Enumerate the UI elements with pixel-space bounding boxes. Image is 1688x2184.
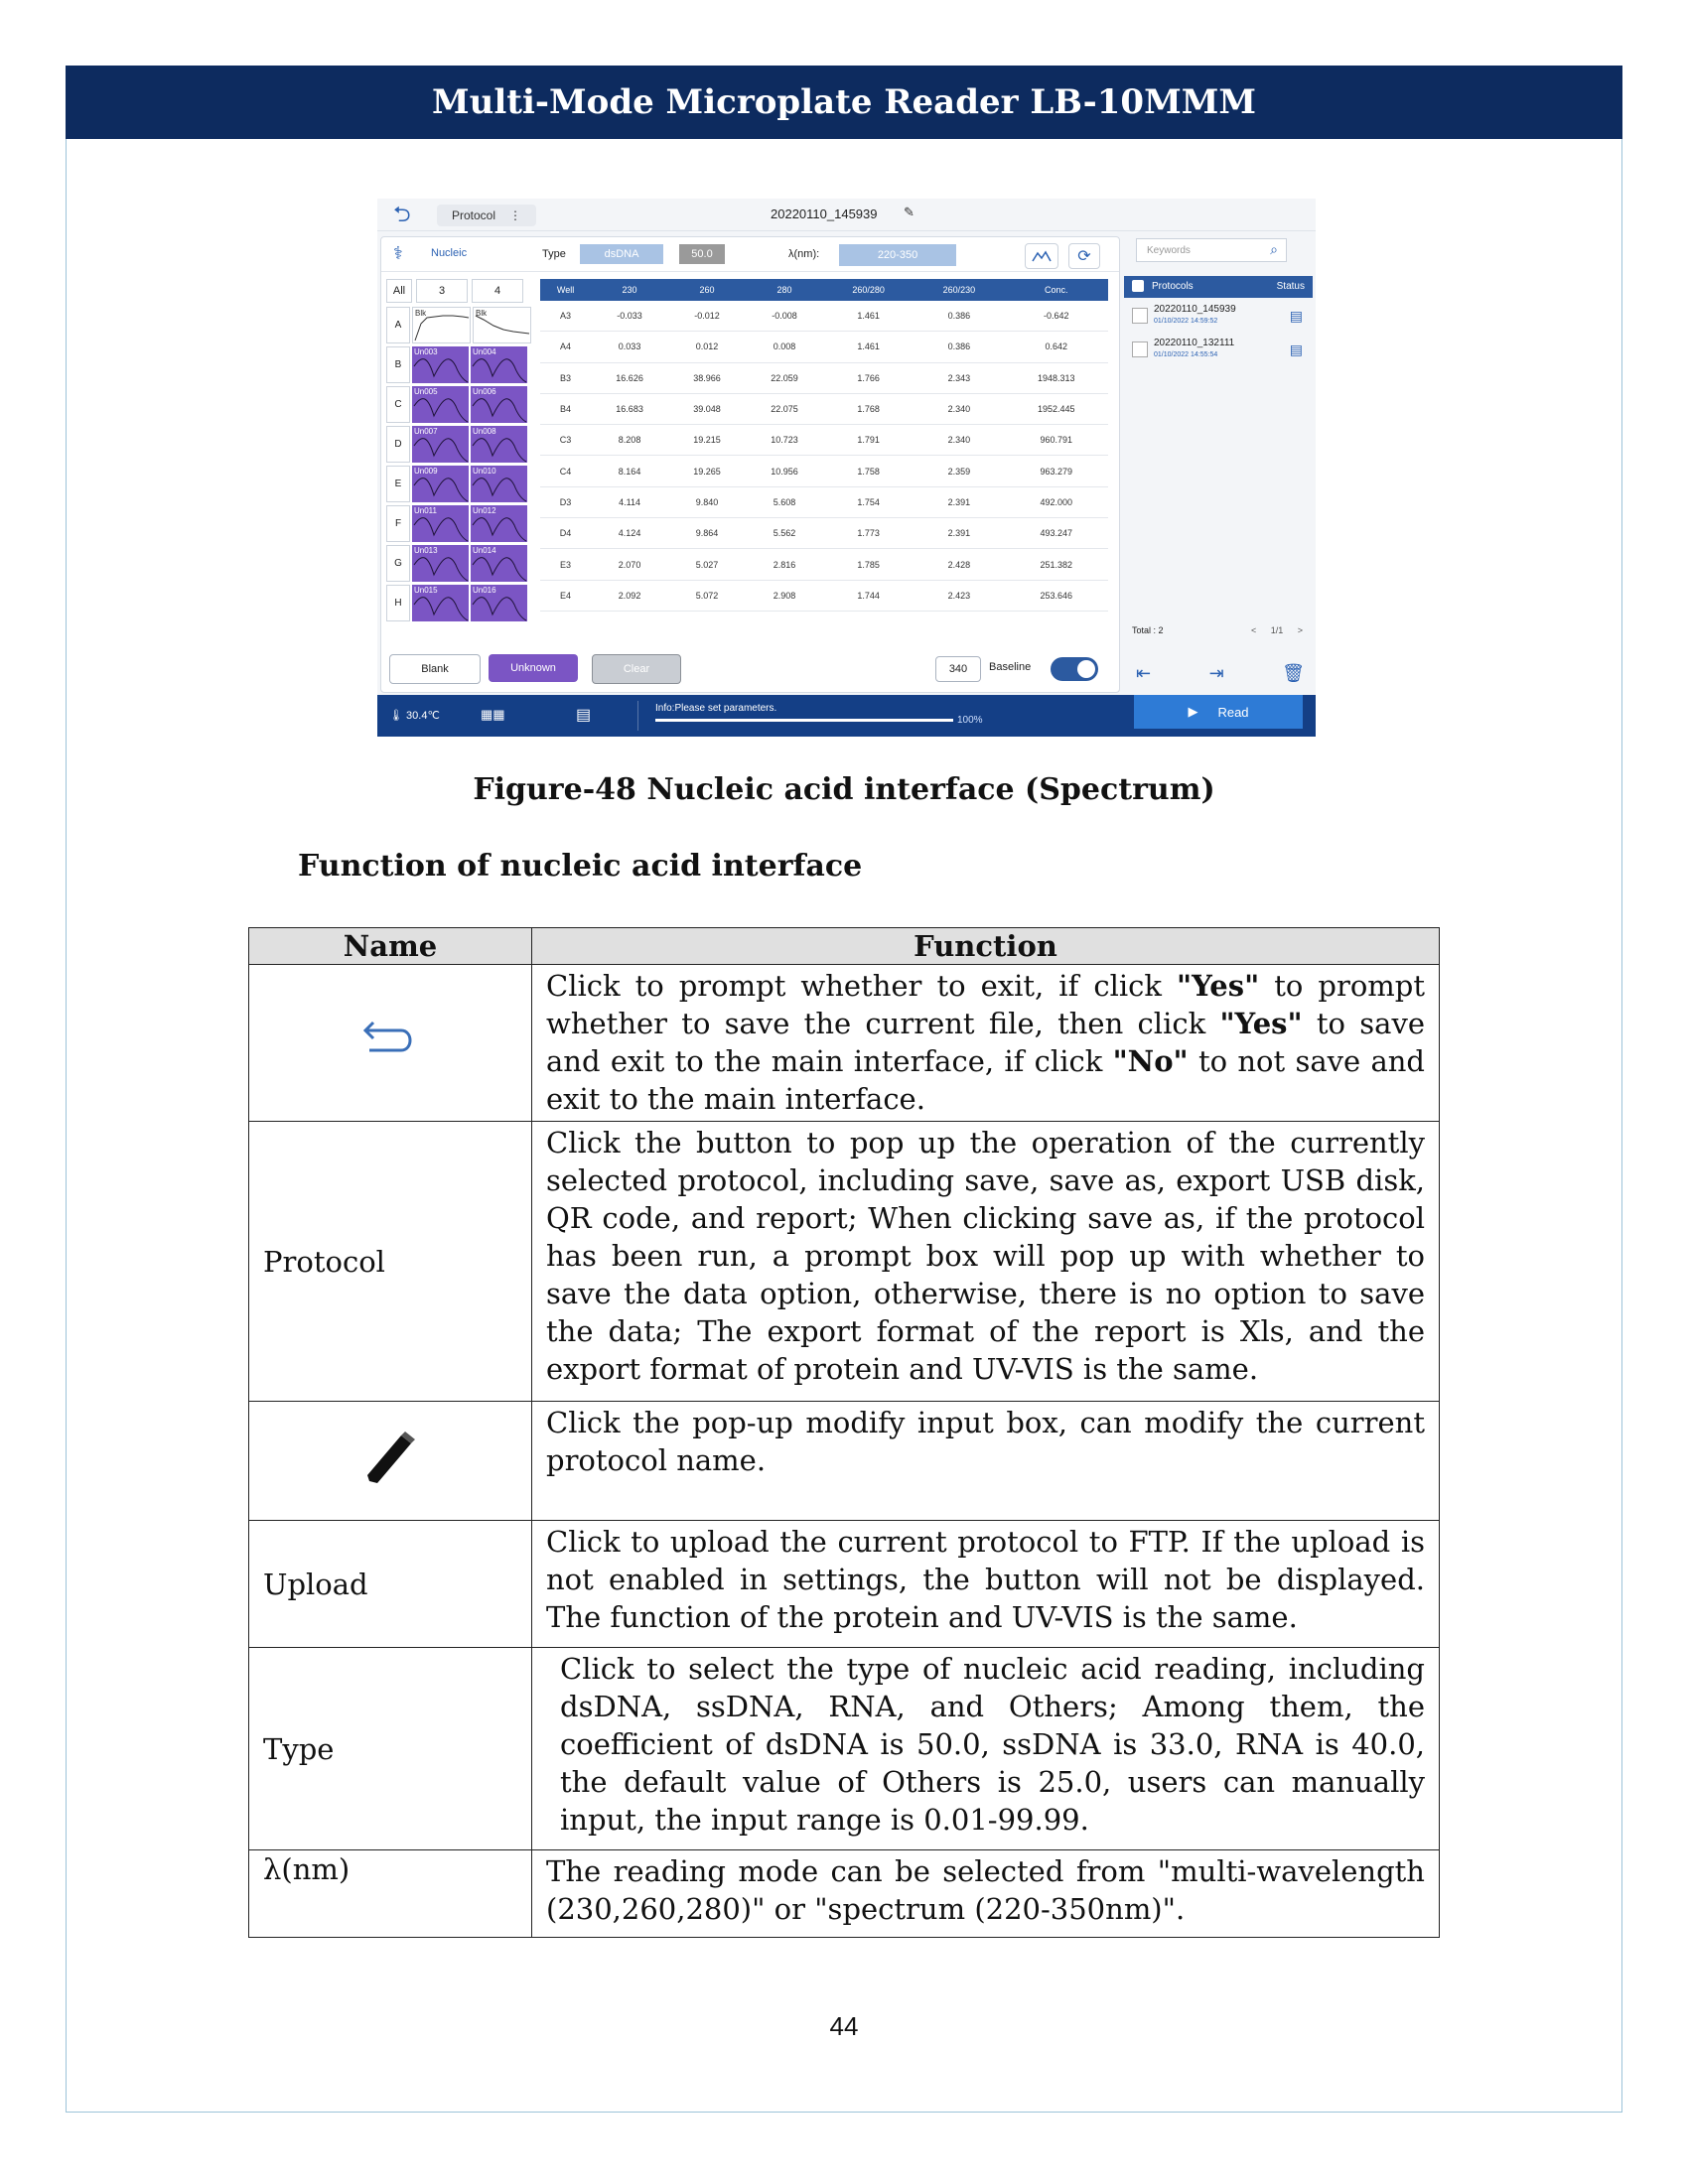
- table-cell: 2.816: [746, 549, 823, 580]
- table-cell: 9.840: [668, 486, 746, 517]
- section-title: Function of nucleic acid interface: [298, 849, 863, 884]
- well-label: Un011: [414, 506, 437, 515]
- progress-percent: 100%: [957, 715, 983, 726]
- table-cell: 2.359: [914, 456, 1004, 486]
- table-cell: 1.785: [823, 549, 914, 580]
- table-cell: -0.008: [746, 301, 823, 332]
- function-row: [249, 1122, 1440, 1402]
- table-row[interactable]: [540, 518, 1108, 549]
- table-cell: 0.386: [914, 332, 1004, 362]
- plate-column-3[interactable]: 3: [416, 279, 468, 303]
- table-cell: 39.048: [668, 393, 746, 424]
- table-cell: 8.164: [591, 456, 668, 486]
- unknown-button[interactable]: Unknown: [489, 654, 578, 682]
- table-cell: 0.008: [746, 332, 823, 362]
- well-label: Un005: [414, 387, 438, 396]
- table-cell: C3: [540, 425, 591, 456]
- plate-well[interactable]: [471, 426, 527, 463]
- protocol-button[interactable]: [437, 205, 536, 226]
- plate-row-label[interactable]: D: [386, 426, 410, 463]
- table-cell: 38.966: [668, 362, 746, 393]
- plate-icon[interactable]: ▦▦: [481, 707, 505, 722]
- spectrum-curve-icon: [412, 386, 469, 423]
- spectrum-curve-icon: [471, 426, 527, 463]
- table-cell: A4: [540, 332, 591, 362]
- table-cell: 16.626: [591, 362, 668, 393]
- table-cell: A3: [540, 301, 591, 332]
- temperature-readout: 🌡 30.4℃: [389, 710, 440, 722]
- protocol-name: 20220110_145939: [1154, 304, 1236, 315]
- table-cell: 251.382: [1005, 549, 1109, 580]
- protocol-list-header: [1124, 276, 1313, 298]
- table-cell: 1952.445: [1005, 393, 1109, 424]
- table-cell: 22.075: [746, 393, 823, 424]
- table-cell: 9.864: [668, 518, 746, 549]
- chart-icon: [1032, 249, 1052, 263]
- col-conc: Conc.: [1005, 279, 1109, 301]
- plate-row: [386, 545, 531, 582]
- dna-icon: ⚕: [393, 243, 403, 263]
- table-cell: C4: [540, 456, 591, 486]
- plate-well[interactable]: [412, 346, 469, 383]
- table-cell: 22.059: [746, 362, 823, 393]
- well-label: Un008: [473, 427, 496, 436]
- table-cell: 4.124: [591, 518, 668, 549]
- well-label: Un009: [414, 467, 438, 476]
- spectrum-chart-button[interactable]: [1025, 243, 1058, 269]
- baseline-label: Baseline: [989, 661, 1032, 673]
- table-cell: 2.340: [914, 393, 1004, 424]
- plate-row-label[interactable]: C: [386, 386, 410, 423]
- spectrum-curve-icon: [412, 585, 469, 621]
- table-cell: 0.012: [668, 332, 746, 362]
- table-row[interactable]: [540, 393, 1108, 424]
- spectrum-curve-icon: [471, 386, 527, 423]
- spectrum-curve-icon: [471, 505, 527, 542]
- spectrum-curve-icon: [412, 346, 469, 383]
- table-cell: 1.744: [823, 580, 914, 611]
- function-description: Click the pop-up modify input box, can modify the current protocol name.: [532, 1402, 1440, 1521]
- well-label: Un015: [414, 586, 438, 595]
- table-cell: 19.215: [668, 425, 746, 456]
- table-cell: 2.340: [914, 425, 1004, 456]
- table-cell: 1.768: [823, 393, 914, 424]
- plate-row: [386, 346, 531, 383]
- lambda-select[interactable]: 220-350: [839, 244, 956, 266]
- table-cell: 493.247: [1005, 518, 1109, 549]
- table-cell: 1.791: [823, 425, 914, 456]
- play-icon: ▶: [1188, 704, 1198, 719]
- plate-column-header: [386, 279, 523, 303]
- function-row: [249, 1402, 1440, 1521]
- protocol-checkbox[interactable]: [1132, 341, 1148, 357]
- function-description: Click to upload the current protocol to FTP. If the upload is not enabled in settings, the button will not be displayed. The function of the protein and UV-VIS is the same.: [532, 1521, 1440, 1648]
- emphasis-yes: "Yes": [1219, 1007, 1303, 1040]
- table-cell: 0.386: [914, 301, 1004, 332]
- emphasis-yes: "Yes": [1177, 969, 1260, 1003]
- function-name-cell: λ(nm): [249, 1850, 532, 1938]
- text-part: to prompt whether to save the current file, then click: [546, 969, 1425, 1040]
- table-cell: 2.391: [914, 518, 1004, 549]
- table-cell: 2.343: [914, 362, 1004, 393]
- table-cell: 5.072: [668, 580, 746, 611]
- back-arrow-icon[interactable]: ⮌: [393, 202, 411, 226]
- status-icon: ▤: [1289, 308, 1303, 324]
- table-cell: 963.279: [1005, 456, 1109, 486]
- function-description: Click to select the type of nucleic acid reading, including dsDNA, ssDNA, RNA, and Others; Among them, the coefficient of dsDNA is 50.0, ssDNA is 33.0, RNA is 40.0, the default value of Others is 25.0, users can manually input, the input range is 0.01-99.99.: [532, 1648, 1440, 1850]
- plate-row: [386, 466, 531, 502]
- spectrum-curve-icon: [471, 466, 527, 502]
- col-280: 280: [746, 279, 823, 301]
- figure-caption: Figure-48 Nucleic acid interface (Spectrum): [473, 772, 1215, 807]
- function-description: The reading mode can be selected from "multi-wavelength (230,260,280)" or "spectrum (220-350nm)".: [532, 1850, 1440, 1938]
- table-row[interactable]: [540, 425, 1108, 456]
- table-cell: 1.766: [823, 362, 914, 393]
- type-select[interactable]: dsDNA: [580, 244, 663, 264]
- table-cell: 5.562: [746, 518, 823, 549]
- well-label: Blk: [415, 309, 427, 318]
- spectrum-curve-icon: [471, 346, 527, 383]
- function-row: [249, 1521, 1440, 1648]
- table-row[interactable]: [540, 580, 1108, 611]
- function-name-cell: Protocol: [249, 1122, 532, 1402]
- wavelength-input[interactable]: 340: [935, 656, 981, 682]
- back-arrow-icon: [355, 1009, 425, 1068]
- well-label: Un012: [473, 506, 496, 515]
- plate-row: [386, 426, 531, 463]
- text-part: Click to prompt whether to exit, if click: [546, 969, 1178, 1003]
- pencil-icon: [355, 1422, 425, 1491]
- well-label: Un016: [473, 586, 496, 595]
- protocol-list-item[interactable]: [1124, 334, 1313, 367]
- tray-icon[interactable]: ▤: [576, 707, 592, 724]
- plate-well[interactable]: [412, 505, 469, 542]
- col-260-280: 260/280: [823, 279, 914, 301]
- delete-icon[interactable]: 🗑: [1282, 663, 1305, 683]
- table-cell: 8.208: [591, 425, 668, 456]
- table-cell: 492.000: [1005, 486, 1109, 517]
- protocol-checkbox[interactable]: [1132, 308, 1148, 324]
- module-label: Nucleic: [431, 247, 468, 259]
- table-cell: -0.033: [591, 301, 668, 332]
- status-icon: ▤: [1289, 341, 1303, 357]
- protocol-file-name: 20220110_145939: [771, 206, 878, 221]
- table-row[interactable]: [540, 456, 1108, 486]
- spectrum-curve-icon: [474, 308, 530, 343]
- function-row: [249, 1850, 1440, 1938]
- well-label: Un006: [473, 387, 496, 396]
- protocol-list-item[interactable]: [1124, 300, 1313, 334]
- table-cell: 2.391: [914, 486, 1004, 517]
- plate-well[interactable]: [471, 386, 527, 423]
- table-cell: 2.070: [591, 549, 668, 580]
- function-description: Click the button to pop up the operation of the currently selected protocol, including save, save as, export USB disk, QR code, and report; When clicking save as, if the protocol has been run, a prompt box will pop up with whether to save the data option, otherwise, there is no option to save the data; The export format of the report is Xls, and the export format of protein and UV-VIS is the same.: [532, 1122, 1440, 1402]
- plate-well[interactable]: [471, 585, 527, 621]
- well-label: Un014: [473, 546, 496, 555]
- table-cell: 1.754: [823, 486, 914, 517]
- table-cell: 19.265: [668, 456, 746, 486]
- read-label: Read: [1217, 704, 1249, 720]
- pagination[interactable]: < 1/1 >: [1250, 625, 1303, 635]
- search-icon[interactable]: ⌕: [1270, 241, 1278, 257]
- table-cell: 10.956: [746, 456, 823, 486]
- well-label: Un007: [414, 427, 438, 436]
- refresh-icon[interactable]: ⟳: [1068, 243, 1100, 269]
- status-divider: [637, 701, 638, 731]
- protocol-label: Protocol: [451, 208, 496, 222]
- nucleic-interface-screenshot: [377, 199, 1316, 737]
- col-260: 260: [668, 279, 746, 301]
- plate-row-label[interactable]: B: [386, 346, 410, 383]
- plate-row-label[interactable]: H: [386, 585, 410, 621]
- table-cell: 5.027: [668, 549, 746, 580]
- spectrum-curve-icon: [412, 426, 469, 463]
- function-description: [532, 965, 1440, 1122]
- plate-well[interactable]: [412, 386, 469, 423]
- table-cell: 2.092: [591, 580, 668, 611]
- col-well: Well: [540, 279, 591, 301]
- table-cell: 10.723: [746, 425, 823, 456]
- protocols-column-label: Protocols: [1152, 281, 1194, 292]
- table-cell: 2.908: [746, 580, 823, 611]
- plate-row: [386, 505, 531, 542]
- well-label: Un003: [414, 347, 438, 356]
- protocol-name: 20220110_132111: [1154, 338, 1235, 348]
- status-column-label: Status: [1276, 281, 1305, 292]
- table-cell: 4.114: [591, 486, 668, 517]
- results-header-row: [540, 279, 1108, 301]
- table-cell: 0.033: [591, 332, 668, 362]
- function-name-cell: Type: [249, 1648, 532, 1850]
- plate-well[interactable]: [412, 585, 469, 621]
- protocol-sidebar: [1124, 236, 1313, 691]
- function-row: [249, 965, 1440, 1122]
- table-cell: 2.428: [914, 549, 1004, 580]
- select-all-checkbox[interactable]: [1132, 280, 1144, 292]
- plate-row-label[interactable]: E: [386, 466, 410, 502]
- table-cell: 253.646: [1005, 580, 1109, 611]
- read-button[interactable]: [1134, 695, 1303, 729]
- table-cell: 0.642: [1005, 332, 1109, 362]
- name-column-header: Name: [249, 928, 532, 965]
- table-row[interactable]: [540, 549, 1108, 580]
- page-number: 44: [829, 2011, 859, 2041]
- table-cell: B3: [540, 362, 591, 393]
- table-cell: E3: [540, 549, 591, 580]
- document-header: [66, 66, 1622, 139]
- table-cell: 960.791: [1005, 425, 1109, 456]
- function-name-cell: [249, 965, 532, 1122]
- plate-grid: [386, 307, 531, 624]
- spectrum-curve-icon: [471, 545, 527, 582]
- document-title: Multi-Mode Microplate Reader LB-10MMM: [432, 82, 1256, 122]
- plate-well[interactable]: [471, 346, 527, 383]
- col-260-230: 260/230: [914, 279, 1004, 301]
- plate-well[interactable]: [412, 307, 471, 343]
- well-label: Un013: [414, 546, 438, 555]
- plate-row: [386, 585, 531, 621]
- table-cell: 1948.313: [1005, 362, 1109, 393]
- blank-button[interactable]: Blank: [389, 654, 481, 684]
- table-cell: B4: [540, 393, 591, 424]
- search-placeholder: Keywords: [1147, 244, 1191, 256]
- plate-well[interactable]: [471, 505, 527, 542]
- menu-dots-icon: ⋮: [509, 208, 522, 222]
- table-cell: D4: [540, 518, 591, 549]
- spectrum-curve-icon: [412, 505, 469, 542]
- plate-row-label[interactable]: A: [386, 307, 410, 343]
- coefficient-field[interactable]: 50.0: [679, 244, 725, 264]
- table-row[interactable]: [540, 332, 1108, 362]
- spectrum-curve-icon: [412, 466, 469, 502]
- protocol-total: Total : 2: [1132, 625, 1164, 635]
- export-icon[interactable]: ⇥: [1208, 663, 1224, 683]
- pencil-icon[interactable]: ✎: [904, 205, 914, 219]
- baseline-toggle[interactable]: [1051, 657, 1098, 681]
- protocol-date: 01/10/2022 14:55:54: [1154, 351, 1218, 358]
- table-cell: 1.773: [823, 518, 914, 549]
- well-label: Un010: [473, 467, 496, 476]
- table-cell: 5.608: [746, 486, 823, 517]
- plate-well[interactable]: [412, 466, 469, 502]
- text-part: to save and exit to the main interface, if click: [546, 1007, 1425, 1078]
- table-row[interactable]: [540, 301, 1108, 332]
- parameter-row: [381, 237, 1119, 272]
- plate-well[interactable]: [412, 426, 469, 463]
- status-bar: [377, 695, 1316, 737]
- text-part: to not save and exit to the main interface.: [546, 1044, 1425, 1116]
- results-table: [540, 279, 1108, 612]
- plate-row: [386, 307, 531, 343]
- plate-well[interactable]: [412, 545, 469, 582]
- clear-button[interactable]: Clear: [592, 654, 681, 684]
- spectrum-curve-icon: [413, 308, 470, 343]
- table-cell: E4: [540, 580, 591, 611]
- main-panel: [380, 236, 1120, 693]
- import-icon[interactable]: ⇤: [1136, 663, 1152, 683]
- plate-well[interactable]: [471, 545, 527, 582]
- function-table: [248, 927, 1440, 1938]
- function-column-header: Function: [532, 928, 1440, 965]
- table-row[interactable]: [540, 362, 1108, 393]
- function-name-cell: Upload: [249, 1521, 532, 1648]
- lambda-label: λ(nm):: [788, 248, 820, 260]
- top-bar: [377, 199, 1316, 231]
- function-table-header: [249, 928, 1440, 965]
- type-label: Type: [542, 248, 566, 260]
- plate-select-all[interactable]: All: [386, 279, 412, 303]
- emphasis-no: "No": [1112, 1044, 1189, 1078]
- table-cell: 2.423: [914, 580, 1004, 611]
- protocol-date: 01/10/2022 14:59:52: [1154, 318, 1218, 325]
- table-cell: 1.758: [823, 456, 914, 486]
- plate-well[interactable]: [473, 307, 531, 343]
- plate-row-label[interactable]: F: [386, 505, 410, 542]
- col-230: 230: [591, 279, 668, 301]
- results-body: [540, 301, 1108, 611]
- plate-row-label[interactable]: G: [386, 545, 410, 582]
- table-row[interactable]: [540, 486, 1108, 517]
- plate-well[interactable]: [471, 466, 527, 502]
- plate-row: [386, 386, 531, 423]
- table-cell: D3: [540, 486, 591, 517]
- function-name-cell: [249, 1402, 532, 1521]
- temperature-value: 30.4℃: [406, 710, 440, 722]
- table-cell: 16.683: [591, 393, 668, 424]
- progress-bar: [655, 719, 953, 722]
- table-cell: 1.461: [823, 301, 914, 332]
- well-label: Blk: [476, 309, 488, 318]
- spectrum-curve-icon: [412, 545, 469, 582]
- table-cell: -0.642: [1005, 301, 1109, 332]
- well-label: Un004: [473, 347, 496, 356]
- table-cell: -0.012: [668, 301, 746, 332]
- plate-column-4[interactable]: 4: [472, 279, 523, 303]
- info-message: Info:Please set parameters.: [655, 703, 777, 714]
- spectrum-curve-icon: [471, 585, 527, 621]
- function-row: [249, 1648, 1440, 1850]
- sidebar-actions: [1136, 663, 1305, 684]
- search-input[interactable]: [1136, 238, 1287, 262]
- table-cell: 1.461: [823, 332, 914, 362]
